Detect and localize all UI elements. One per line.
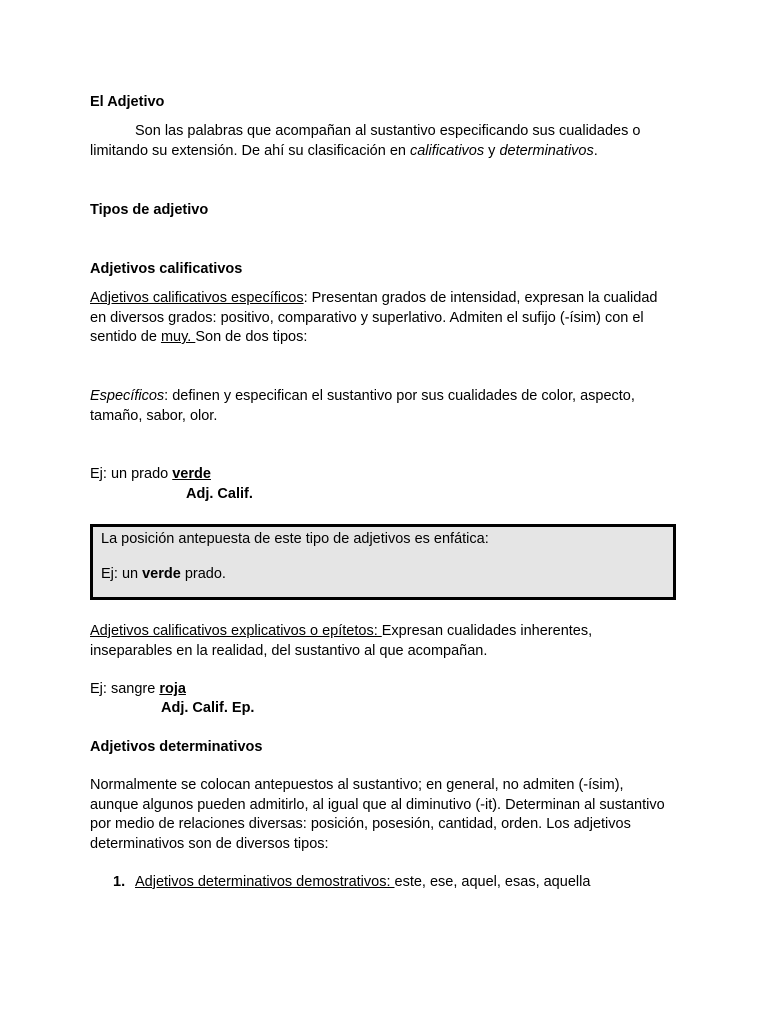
example-1-prefix: Ej: un prado xyxy=(90,466,173,482)
especificos-label: Específicos xyxy=(90,388,165,404)
intro-text: Son las palabras que acompañan al sustantivo especificando sus cualidades o limitando su extensión. De ahí su clasificación en xyxy=(90,123,641,159)
tipos-heading: Tipos de adjetivo xyxy=(90,202,209,218)
example-1-note: Adj. Calif. xyxy=(186,486,253,502)
emphasis-callout-box xyxy=(90,524,676,600)
especificos-term: Adjetivos calificativos específicos xyxy=(90,290,304,306)
list-item-1-term: Adjetivos determinativos demostrativos: xyxy=(135,874,395,890)
example-1-word: verde xyxy=(172,466,211,482)
intro-calificativos: calificativos xyxy=(409,142,485,159)
intro-determinativos: determinativos xyxy=(499,142,594,159)
muy-term: muy. xyxy=(160,329,196,345)
intro-paragraph xyxy=(90,122,670,161)
list-item-1 xyxy=(135,873,675,893)
especificos-def-text: : definen y especifican el sustantivo por sus cualidades de color, aspecto, tamaño, sabor, olor. xyxy=(90,388,635,424)
especificos-paragraph xyxy=(90,289,670,348)
calificativos-heading: Adjetivos calificativos xyxy=(90,261,243,277)
list-item-1-number: 1. xyxy=(113,874,126,890)
example-2-word: roja xyxy=(159,681,186,697)
explicativos-term: Adjetivos calificativos explicativos o epítetos: xyxy=(90,623,382,639)
example-2-note: Adj. Calif. Ep. xyxy=(161,700,255,716)
callout-line: La posición antepuesta de este tipo de adjetivos es enfática: xyxy=(101,531,489,547)
especificos-text: : Presentan grados de intensidad, expresan la cualidad en diversos grados: positivo, comparativo y superlativo. Admiten el sufijo (-ísim) con el sentido de xyxy=(90,290,658,345)
callout-example xyxy=(101,565,226,585)
document-title: El Adjetivo xyxy=(90,94,165,110)
callout-example-suffix: prado. xyxy=(180,566,226,582)
determinativos-paragraph: Normalmente se colocan antepuestos al sustantivo; en general, no admiten (-ísim), aunque algunos pueden admitirlo, al igual que al diminutivo (-it). Determinan al sustantivo por medio de relaciones diversas: posición, posesión, cantidad, orden. Los adjetivos determinativos son de diversos tipos: xyxy=(90,777,665,852)
intro-period: . xyxy=(593,142,598,159)
callout-example-word: verde xyxy=(142,566,181,582)
explicativos-paragraph xyxy=(90,622,670,661)
example-2 xyxy=(90,680,670,700)
explicativos-text: Expresan cualidades inherentes, inseparables en la realidad, del sustantivo al que acompañan. xyxy=(90,623,593,659)
determinativos-heading: Adjetivos determinativos xyxy=(90,739,263,755)
callout-example-prefix: Ej: un xyxy=(101,566,143,582)
list-item-1-text: este, ese, aquel, esas, aquella xyxy=(394,874,591,890)
example-1 xyxy=(90,465,670,485)
example-2-prefix: Ej: sangre xyxy=(90,681,160,697)
especificos-definition xyxy=(90,387,670,426)
especificos-tail: Son de dos tipos: xyxy=(195,329,308,345)
intro-conj: y xyxy=(484,142,500,159)
